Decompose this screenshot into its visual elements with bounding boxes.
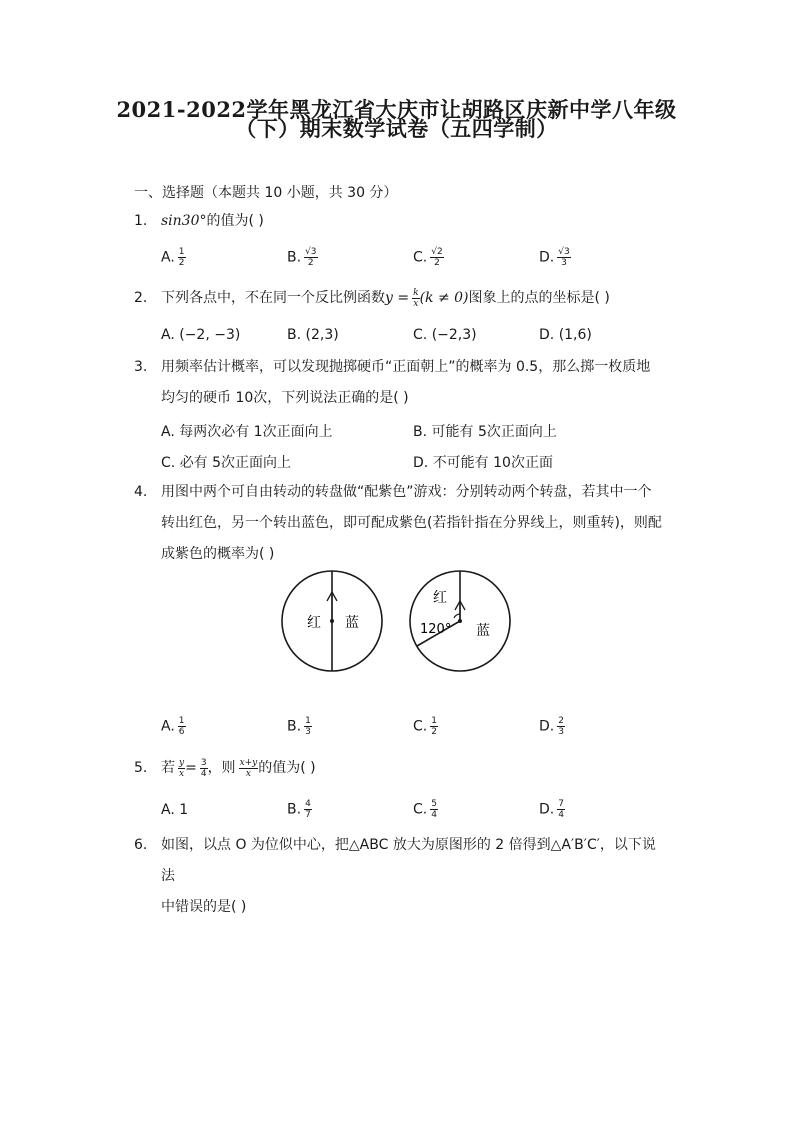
spinner-right — [410, 571, 510, 671]
question-4-number: 4. — [134, 484, 148, 500]
spinner-left — [282, 571, 382, 671]
option-2a: A. (−2, −3) — [161, 327, 241, 343]
option-1a: A. $\frac{1}{2}$ — [161, 247, 185, 268]
angle-arc — [454, 614, 460, 618]
question-text-math: sin30° — [161, 213, 207, 229]
question-number: 2. — [134, 290, 148, 306]
label-red: 红 — [307, 615, 321, 631]
option-1d: D. $\frac{√3}{3}$ — [539, 247, 570, 268]
option-1c: C. $\frac{√2}{2}$ — [413, 247, 443, 268]
option-3a: A. 每两次必有 1次正面向上 — [161, 424, 333, 440]
question-3-number: 3. — [134, 359, 148, 375]
question-text: 下列各点中，不在同一个反比例函数 — [161, 290, 385, 306]
angle-label: 120° — [420, 622, 452, 637]
option-2c: C. (−2,3) — [413, 327, 477, 343]
option-3c: C. 必有 5次正面向上 — [161, 455, 292, 471]
question-text: 图象上的点的坐标是( ) — [468, 290, 610, 306]
option-2b: B. (2,3) — [287, 327, 339, 343]
option-3d: D. 不可能有 10次正面 — [413, 455, 553, 471]
question-2: 2. 下列各点中，不在同一个反比例函数y = $\frac{k}{x}$ (k ≠ 0)图象上的点的坐标是( ) — [134, 283, 610, 314]
label-blue: 蓝 — [476, 623, 490, 639]
option-5a: A. 1 — [161, 802, 189, 818]
question-1 — [134, 206, 264, 237]
formula-fraction: $\frac{k}{x}$ — [413, 287, 419, 309]
option-4b: B. $\frac{1}{3}$ — [287, 716, 311, 737]
question-4-text: 用图中两个可自由转动的转盘做“配紫色”游戏：分别转动两个转盘，若其中一个 转出红色，另一个转出蓝色，即可配成紫色(若指针指在分界线上，则重转)，则配 成紫色的概率为( ) — [161, 484, 662, 562]
section-heading: 一、选择题（本题共 10 小题，共 30 分） — [134, 185, 398, 201]
question-6-number: 6. — [134, 837, 148, 853]
option-5c: C. $\frac{5}{4}$ — [413, 799, 437, 820]
label-red: 红 — [433, 590, 447, 606]
option-3b: B. 可能有 5次正面向上 — [413, 424, 557, 440]
option-5d: D. $\frac{7}{4}$ — [539, 799, 564, 820]
label-blue: 蓝 — [345, 615, 359, 631]
question-text: 的值为( ) — [206, 213, 264, 229]
option-2d: D. (1,6) — [539, 327, 592, 343]
spinner-figure — [270, 565, 530, 677]
option-4c: C. $\frac{1}{2}$ — [413, 716, 437, 737]
exam-title-line1: 2021-2022学年黑龙江省大庆市让胡路区庆新中学八年级 — [116, 97, 677, 122]
option-5b: B. $\frac{4}{7}$ — [287, 799, 311, 820]
question-number: 5. — [134, 760, 148, 776]
question-6-text: 如图，以点 O 为位似中心，把△ABC 放大为原图形的 2 倍得到△A′B′C′，以下说法 中错误的是( ) — [161, 837, 656, 915]
option-4a: A. $\frac{1}{6}$ — [161, 716, 185, 737]
question-number: 1. — [134, 213, 148, 229]
exam-title-line2: （下）期末数学试卷（五四学制） — [235, 116, 558, 141]
option-4d: D. $\frac{2}{3}$ — [539, 716, 564, 737]
question-3-text: 用频率估计概率，可以发现抛掷硬币“正面朝上”的概率为 0.5，那么掷一枚质地 均匀的硬币 10次，下列说法正确的是( ) — [161, 359, 651, 406]
option-1b: B. $\frac{√3}{2}$ — [287, 247, 317, 268]
question-5: 5. 若 $\frac{y}{x}$ = $\frac{3}{4}$ ，则 $\frac{x+y}{x}$ 的值为( ) — [134, 753, 316, 784]
